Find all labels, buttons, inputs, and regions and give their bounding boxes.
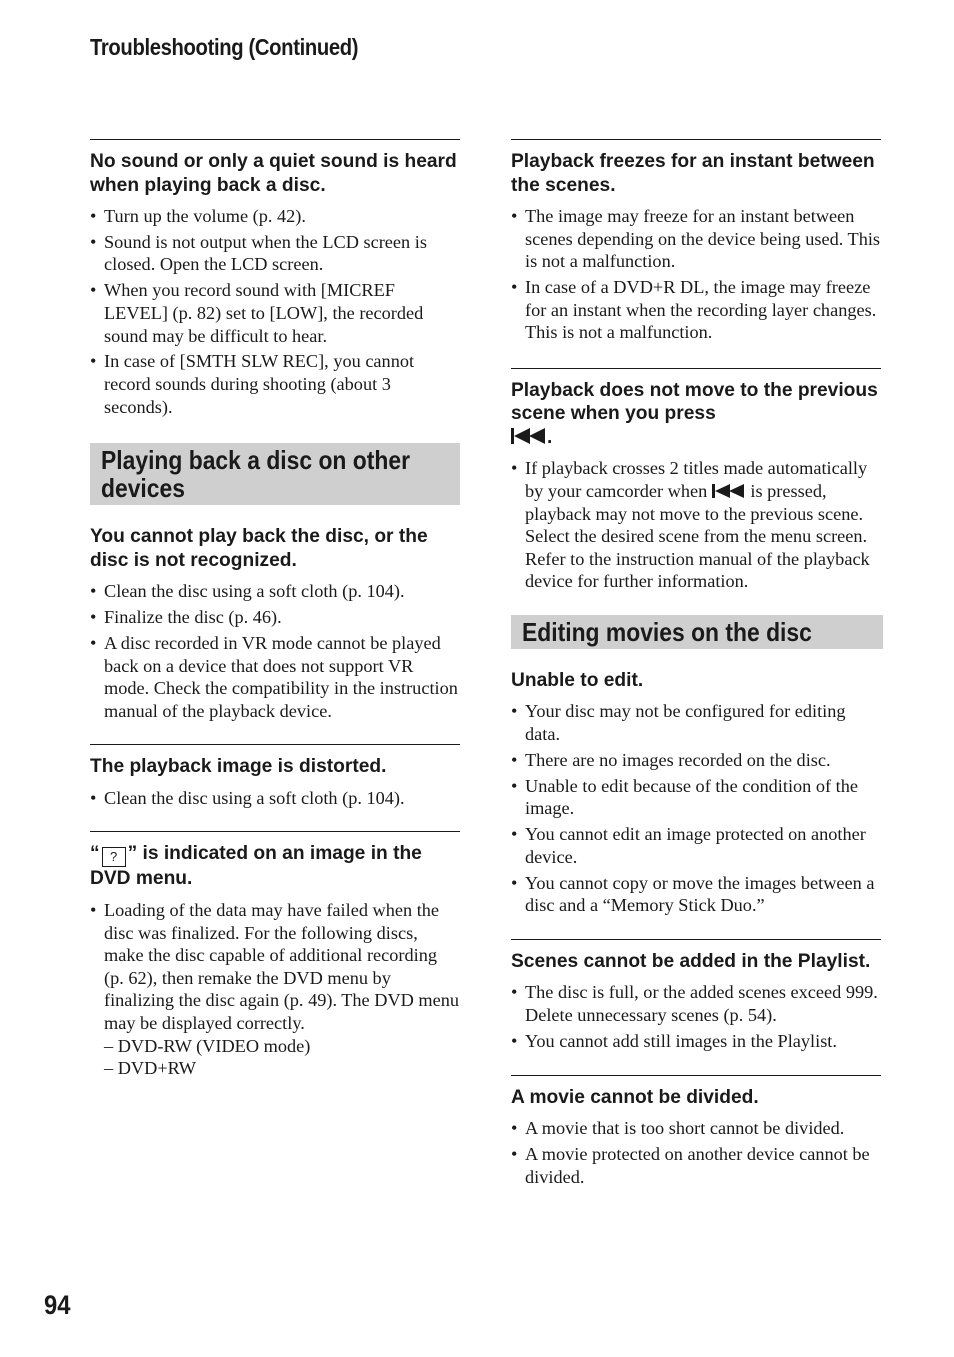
bullet-icon: • — [511, 775, 518, 796]
page-number: 94 — [44, 1290, 71, 1320]
page-header-title: Troubleshooting (Continued) — [90, 34, 359, 60]
section-band-editing: Editing movies on the disc — [511, 615, 883, 649]
bullet-icon: • — [511, 1118, 518, 1139]
bullet-icon: • — [511, 749, 518, 770]
bullet-icon: • — [511, 982, 518, 1003]
section-freezes — [511, 139, 881, 344]
section-not-recognized — [90, 525, 460, 722]
question-heading: No sound or only a quiet sound is heard when playing back a disc. — [90, 151, 457, 196]
question-heading: Scenes cannot be added in the Playlist. — [511, 950, 871, 972]
answer-list — [511, 700, 881, 917]
list-item: • Clean the disc using a soft cloth (p. 104). — [90, 787, 405, 808]
question-heading: Playback does not move to the previous scene when you press . — [511, 379, 878, 448]
bullet-icon: • — [90, 581, 97, 602]
answer-list — [511, 981, 881, 1052]
list-item: • You cannot edit an image protected on another device. — [511, 824, 866, 867]
answer-list — [90, 899, 460, 1080]
list-item: • A movie that is too short cannot be divided. — [511, 1118, 845, 1139]
list-item: • Your disc may not be configured for editing data. — [511, 701, 846, 745]
list-item: • In case of [SMTH SLW REC], you cannot record sounds during shooting (about 3 seconds). — [90, 351, 415, 417]
list-item: • The image may freeze for an instant between scenes depending on the device being used. This is not a malfunction. — [511, 206, 881, 272]
answer-list — [511, 1117, 881, 1188]
left-column — [90, 139, 460, 1083]
list-item: • You cannot add still images in the Playlist. — [511, 1030, 837, 1051]
bullet-icon: • — [511, 1030, 518, 1051]
previous-track-icon — [712, 484, 746, 498]
question-heading: The playback image is distorted. — [90, 756, 387, 778]
answer-list — [90, 580, 460, 722]
list-item: • Sound is not output when the LCD screen is closed. Open the LCD screen. — [90, 231, 427, 275]
list-item: • A movie protected on another device cannot be divided. — [511, 1143, 870, 1187]
section-no-sound — [90, 139, 460, 418]
answer-list — [511, 457, 881, 593]
list-item: • Finalize the disc (p. 46). — [90, 607, 282, 628]
sub-item: – DVD+RW — [104, 1058, 197, 1079]
section-dvd-menu — [90, 831, 460, 1079]
list-item: • Turn up the volume (p. 42). — [90, 206, 306, 226]
section-previous-scene — [511, 368, 881, 593]
bullet-icon: • — [511, 872, 518, 893]
section-unable-edit — [511, 669, 881, 917]
section-playlist — [511, 939, 881, 1053]
bullet-icon: • — [511, 277, 518, 298]
sub-item: – DVD-RW (VIDEO mode) — [104, 1035, 311, 1056]
list-item: • You cannot copy or move the images between a disc and a “Memory Stick Duo.” — [511, 872, 875, 916]
bullet-icon: • — [90, 607, 97, 628]
list-item: • Clean the disc using a soft cloth (p. 104). — [90, 581, 405, 602]
section-divided — [511, 1075, 881, 1189]
question-heading: Unable to edit. — [511, 669, 644, 691]
bullet-icon: • — [90, 787, 97, 808]
list-item: • If playback crosses 2 titles made automatically by your camcorder when is pressed, playback may not move to the previous scene. Select the desired scene from the menu screen. Refer to the instruction manual of the playback device for further information. — [511, 458, 870, 592]
list-item: • Unable to edit because of the condition of the image. — [511, 775, 859, 819]
bullet-icon: • — [90, 280, 97, 301]
question-mark-icon: ? — [102, 847, 126, 867]
list-item: • When you record sound with [MICREF LEVEL] (p. 82) set to [LOW], the recorded sound may be difficult to hear. — [90, 280, 424, 346]
question-heading: “ ? ” is indicated on an image in the DVD menu. — [90, 843, 422, 890]
answer-list — [511, 205, 881, 344]
section-band-other-devices: Playing back a disc on other devices — [90, 443, 460, 505]
right-column — [511, 139, 881, 1191]
bullet-icon: • — [511, 824, 518, 845]
bullet-icon: • — [511, 206, 518, 226]
answer-list — [90, 205, 460, 418]
question-heading: A movie cannot be divided. — [511, 1086, 759, 1108]
question-heading: Playback freezes for an instant between the scenes. — [511, 151, 875, 196]
bullet-icon: • — [511, 1143, 518, 1164]
question-heading: You cannot play back the disc, or the disc is not recognized. — [90, 526, 428, 571]
list-item: • In case of a DVD+R DL, the image may freeze for an instant when the recording layer changes. This is not a malfunction. — [511, 277, 877, 343]
list-item: • Loading of the data may have failed when the disc was finalized. For the following discs, make the disc capable of additional recording (p. 62), then remake the DVD menu by finalizing the disc again (p. 49). The DVD menu may be displayed correctly. – DVD-RW (VIDEO mode) – DVD+RW — [90, 899, 460, 1079]
list-item: • A disc recorded in VR mode cannot be played back on a device that does not support VR mode. Check the compatibility in the instruction manual of the playback device. — [90, 633, 458, 721]
previous-track-icon — [511, 428, 547, 444]
bullet-icon: • — [90, 899, 97, 920]
bullet-icon: • — [90, 351, 97, 372]
list-item: • The disc is full, or the added scenes exceed 999. Delete unnecessary scenes (p. 54). — [511, 982, 878, 1026]
bullet-icon: • — [511, 458, 518, 479]
bullet-icon: • — [90, 633, 97, 654]
answer-list — [90, 787, 460, 810]
bullet-icon: • — [90, 206, 97, 226]
bullet-icon: • — [511, 701, 518, 722]
bullet-icon: • — [90, 231, 97, 252]
list-item: • There are no images recorded on the disc. — [511, 749, 831, 770]
section-distorted — [90, 744, 460, 809]
